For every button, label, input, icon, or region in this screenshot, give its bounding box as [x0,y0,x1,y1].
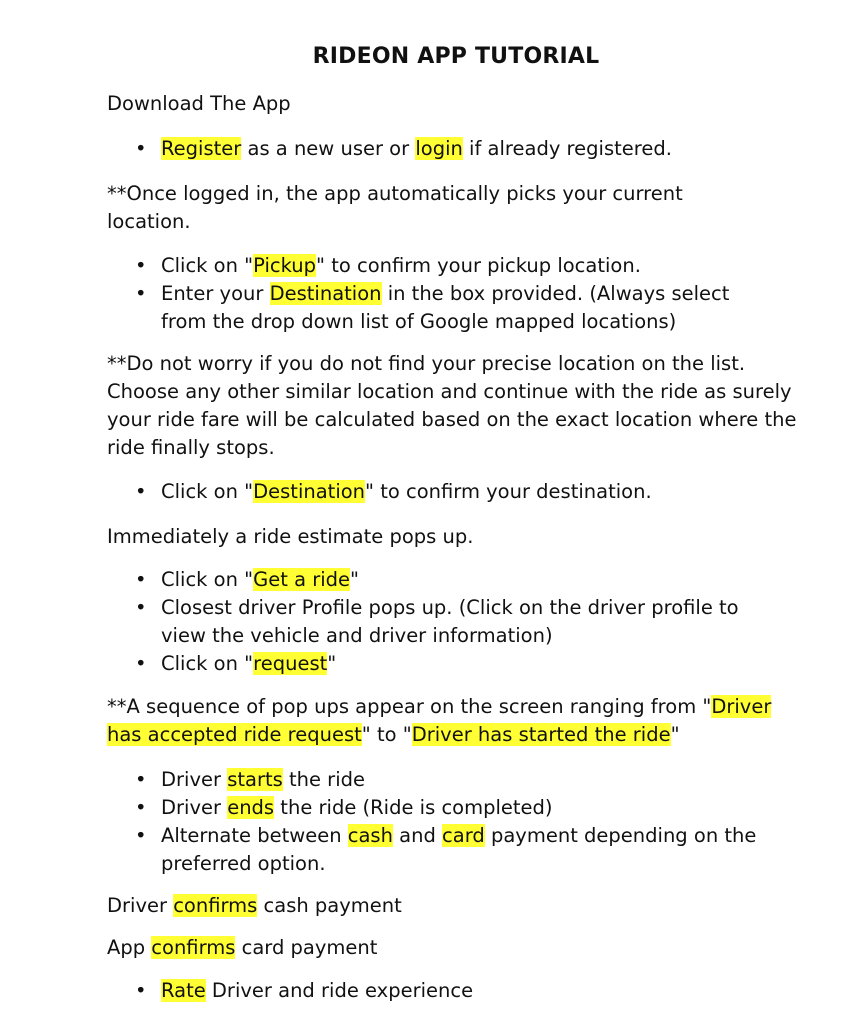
bullet-icon: • [135,137,147,160]
list-item-destination-confirm: • Click on "Destination" to confirm your destination. [107,478,757,506]
driver-list [107,766,757,878]
highlight-destination: Destination [269,282,382,305]
list-item-payment: • Alternate between cash and card payment depending on the preferred option. [135,824,757,875]
list-item-rate: • Rate Driver and ride experience [107,977,757,1005]
intro-text: Download The App [107,92,291,115]
highlight-login: login [415,137,463,160]
list-item-destination-enter: • Enter your Destination in the box provided. (Always select from the drop down list of Google mapped locations) [135,282,730,333]
note-popups: **A sequence of pop ups appear on the screen ranging from "Driver has accepted ride request" to "Driver has started the ride" [107,695,772,746]
page-title: RIDEON APP TUTORIAL [312,44,600,69]
highlight-register: Register [161,137,242,160]
highlight-card: card [442,824,485,847]
estimate-text: Immediately a ride estimate pops up. [107,525,474,548]
location-list [107,252,757,336]
list-item-register: • Register as a new user or login if already registered. [107,135,757,163]
highlight-ends: ends [227,796,275,819]
destination-list [107,478,757,506]
list-item-profile: • Closest driver Profile pops up. (Click on the driver profile to view the vehicle and driver information) [135,596,739,647]
highlight-app-confirms: confirms [151,936,236,959]
highlight-started: Driver has started the ride [411,723,671,746]
bullet-icon: • [135,824,147,847]
bullet-icon: • [135,768,147,791]
bullet-icon: • [135,282,147,305]
highlight-pickup: Pickup [253,254,317,277]
highlight-rate: Rate [161,979,206,1002]
highlight-driver-confirms: confirms [173,894,258,917]
list-item-ends: • Driver ends the ride (Ride is completed) [107,794,757,822]
bullet-icon: • [135,796,147,819]
list-item-request: • Click on "request" [107,650,757,678]
highlight-accepted: Driver has accepted ride request [107,695,772,746]
highlight-get-ride: Get a ride [253,568,351,591]
bullet-icon: • [135,254,147,277]
rate-list [107,977,757,1005]
highlight-destination-confirm: Destination [253,480,366,503]
driver-confirms-text: Driver confirms cash payment [107,894,402,917]
highlight-starts: starts [227,768,283,791]
bullet-icon: • [135,480,147,503]
list-item-get-ride: • Click on "Get a ride" [107,566,757,594]
bullet-icon: • [135,979,147,1002]
highlight-request: request [253,652,328,675]
ride-list [107,566,757,678]
bullet-icon: • [135,596,147,619]
note-logged-in: **Once logged in, the app automatically picks your current location. [107,182,683,233]
app-confirms-text: App confirms card payment [107,936,378,959]
highlight-cash: cash [347,824,393,847]
bullet-icon: • [135,568,147,591]
list-item-starts: • Driver starts the ride [107,766,757,794]
bullet-icon: • [135,652,147,675]
list-item-pickup: • Click on "Pickup" to confirm your pickup location. [107,252,757,280]
register-list [107,135,757,163]
note-location: **Do not worry if you do not find your precise location on the list. Choose any other similar location and continue with the ride as surely your ride fare will be calculated based on the exact location where the ride finally stops. [107,352,797,459]
